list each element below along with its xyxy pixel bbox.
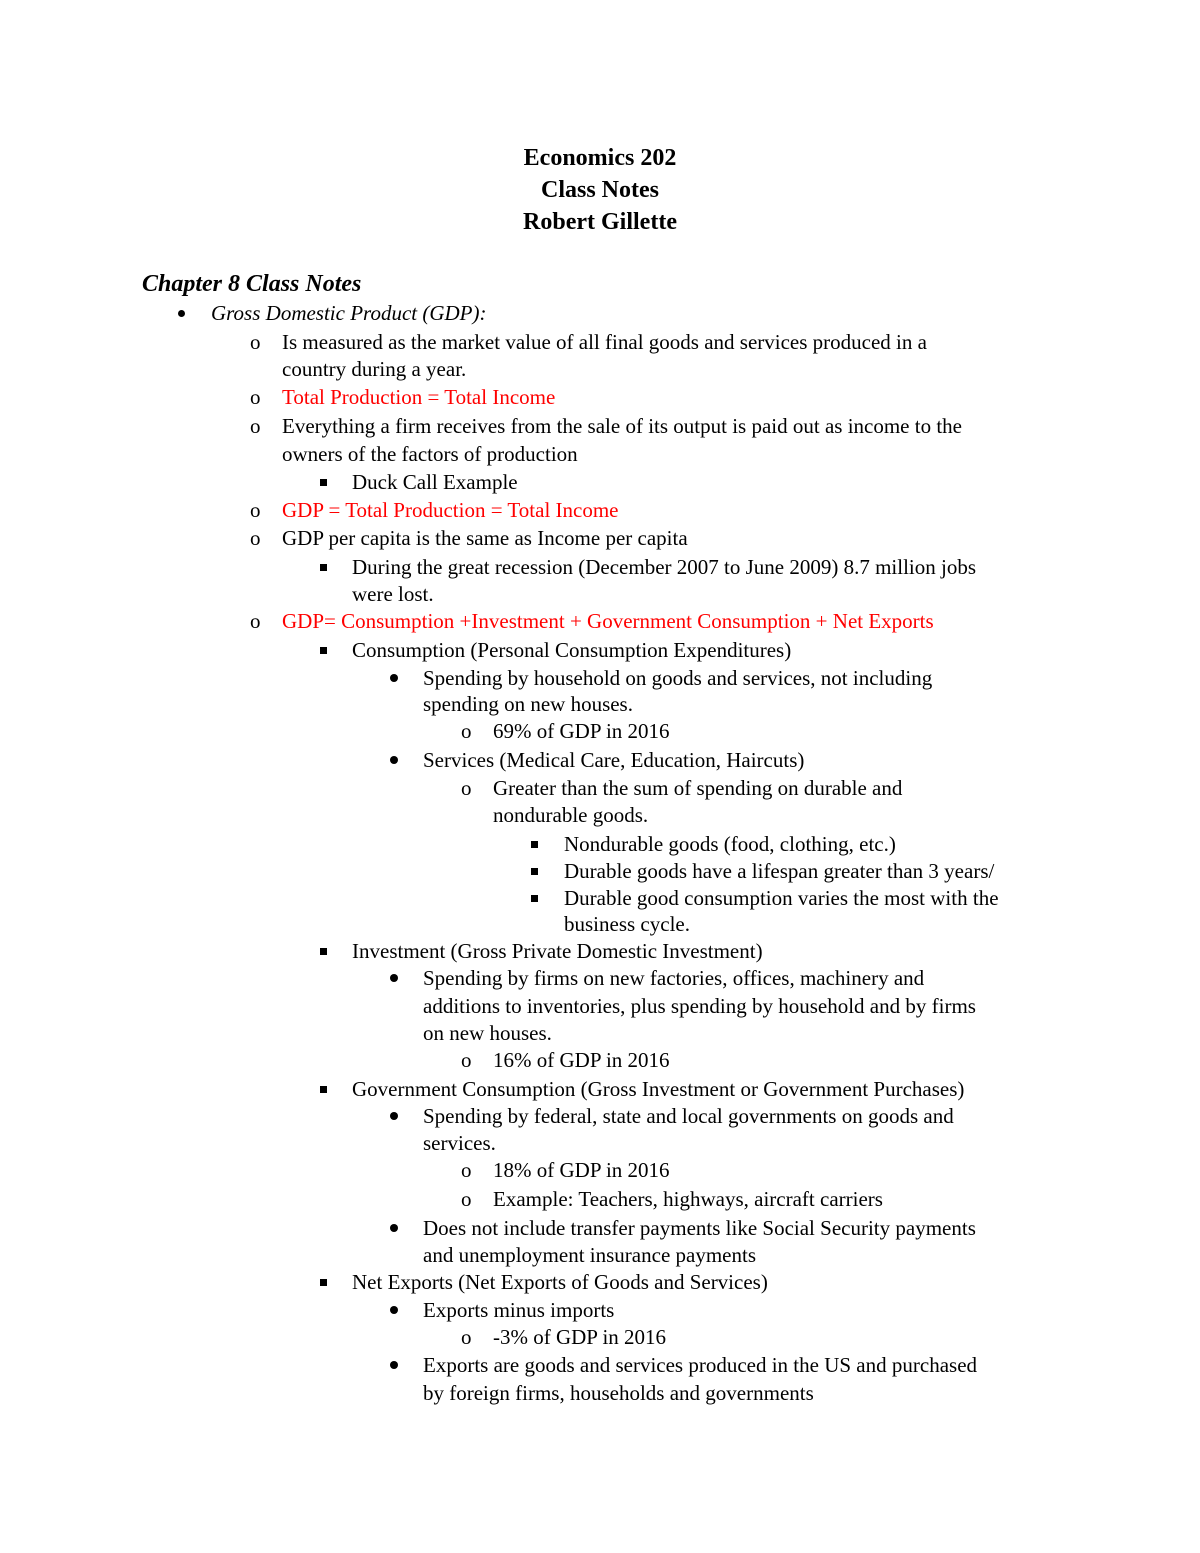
list-item: During the great recession (December 2007 to June 2009) 8.7 million jobs <box>352 555 977 579</box>
list-item: Gross Domestic Product (GDP): <box>211 301 487 325</box>
bullet-o-icon: o <box>250 385 261 409</box>
list-item: nondurable goods. <box>493 803 649 827</box>
list-item: 69% of GDP in 2016 <box>493 719 670 743</box>
list-item: Spending by firms on new factories, offices, machinery and <box>423 966 925 990</box>
bullet-dot-icon <box>178 300 185 328</box>
bullet-dot-icon <box>390 1297 398 1325</box>
list-item: Total Production = Total Income <box>282 385 556 409</box>
list-item: were lost. <box>352 582 434 606</box>
list-item: Services (Medical Care, Education, Haircuts) <box>423 748 805 772</box>
bullet-o-icon: o <box>461 1325 472 1349</box>
bullet-dot-icon <box>390 665 398 693</box>
bullet-o-icon: o <box>250 414 261 438</box>
bullet-o-icon: o <box>250 526 261 550</box>
bullet-o-icon: o <box>461 1187 472 1211</box>
list-item: GDP= Consumption +Investment + Government Consumption + Net Exports <box>282 609 934 633</box>
course-title: Economics 202 <box>523 145 677 171</box>
list-item: by foreign firms, households and governments <box>423 1381 814 1405</box>
notes-title: Class Notes <box>541 177 659 203</box>
list-item: Durable good consumption varies the most with the <box>564 886 999 910</box>
list-item: owners of the factors of production <box>282 442 578 466</box>
bullet-square-icon <box>531 885 538 913</box>
bullet-square-icon <box>320 1076 327 1104</box>
list-item: 16% of GDP in 2016 <box>493 1048 670 1072</box>
bullet-square-icon <box>320 554 327 582</box>
list-item: Is measured as the market value of all final goods and services produced in a <box>282 330 927 354</box>
list-item: Spending by federal, state and local governments on goods and <box>423 1104 954 1128</box>
list-item: Example: Teachers, highways, aircraft carriers <box>493 1187 883 1211</box>
list-item: Does not include transfer payments like Social Security payments <box>423 1216 976 1240</box>
bullet-o-icon: o <box>461 1048 472 1072</box>
list-item: 18% of GDP in 2016 <box>493 1158 670 1182</box>
list-item: Nondurable goods (food, clothing, etc.) <box>564 832 896 856</box>
list-item: Investment (Gross Private Domestic Investment) <box>352 939 763 963</box>
list-item: Consumption (Personal Consumption Expenditures) <box>352 638 792 662</box>
bullet-square-icon <box>320 938 327 966</box>
list-item: -3% of GDP in 2016 <box>493 1325 667 1349</box>
list-item: country during a year. <box>282 357 467 381</box>
list-item: business cycle. <box>564 912 690 936</box>
bullet-square-icon <box>531 858 538 886</box>
bullet-o-icon: o <box>461 776 472 800</box>
bullet-dot-icon <box>390 1352 398 1380</box>
list-item: and unemployment insurance payments <box>423 1243 756 1267</box>
bullet-o-icon: o <box>250 330 261 354</box>
bullet-square-icon <box>320 469 327 497</box>
list-item: Net Exports (Net Exports of Goods and Services) <box>352 1270 768 1294</box>
bullet-square-icon <box>320 1269 327 1297</box>
bullet-square-icon <box>531 831 538 859</box>
author-name: Robert Gillette <box>523 209 677 235</box>
list-item: GDP per capita is the same as Income per capita <box>282 526 688 550</box>
bullet-o-icon: o <box>250 498 261 522</box>
bullet-dot-icon <box>390 747 398 775</box>
bullet-o-icon: o <box>461 1158 472 1182</box>
list-item: Exports minus imports <box>423 1298 615 1322</box>
bullet-dot-icon <box>390 1215 398 1243</box>
bullet-o-icon: o <box>461 719 472 743</box>
bullet-square-icon <box>320 637 327 665</box>
list-item: Exports are goods and services produced in the US and purchased <box>423 1353 978 1377</box>
list-item: Everything a firm receives from the sale of its output is paid out as income to the <box>282 414 962 438</box>
list-item: additions to inventories, plus spending by household and by firms <box>423 994 976 1018</box>
bullet-o-icon: o <box>250 609 261 633</box>
list-item: Government Consumption (Gross Investment or Government Purchases) <box>352 1077 965 1101</box>
list-item: on new houses. <box>423 1021 552 1045</box>
chapter-heading: Chapter 8 Class Notes <box>142 271 362 297</box>
list-item: services. <box>423 1131 496 1155</box>
list-item: Greater than the sum of spending on durable and <box>493 776 903 800</box>
document-header <box>0 142 1200 238</box>
list-item: Spending by household on goods and services, not including <box>423 666 933 690</box>
bullet-dot-icon <box>390 1103 398 1131</box>
list-item: spending on new houses. <box>423 692 633 716</box>
list-item: GDP = Total Production = Total Income <box>282 498 619 522</box>
list-item: Duck Call Example <box>352 470 518 494</box>
list-item: Durable goods have a lifespan greater than 3 years/ <box>564 859 995 883</box>
bullet-dot-icon <box>390 965 398 993</box>
